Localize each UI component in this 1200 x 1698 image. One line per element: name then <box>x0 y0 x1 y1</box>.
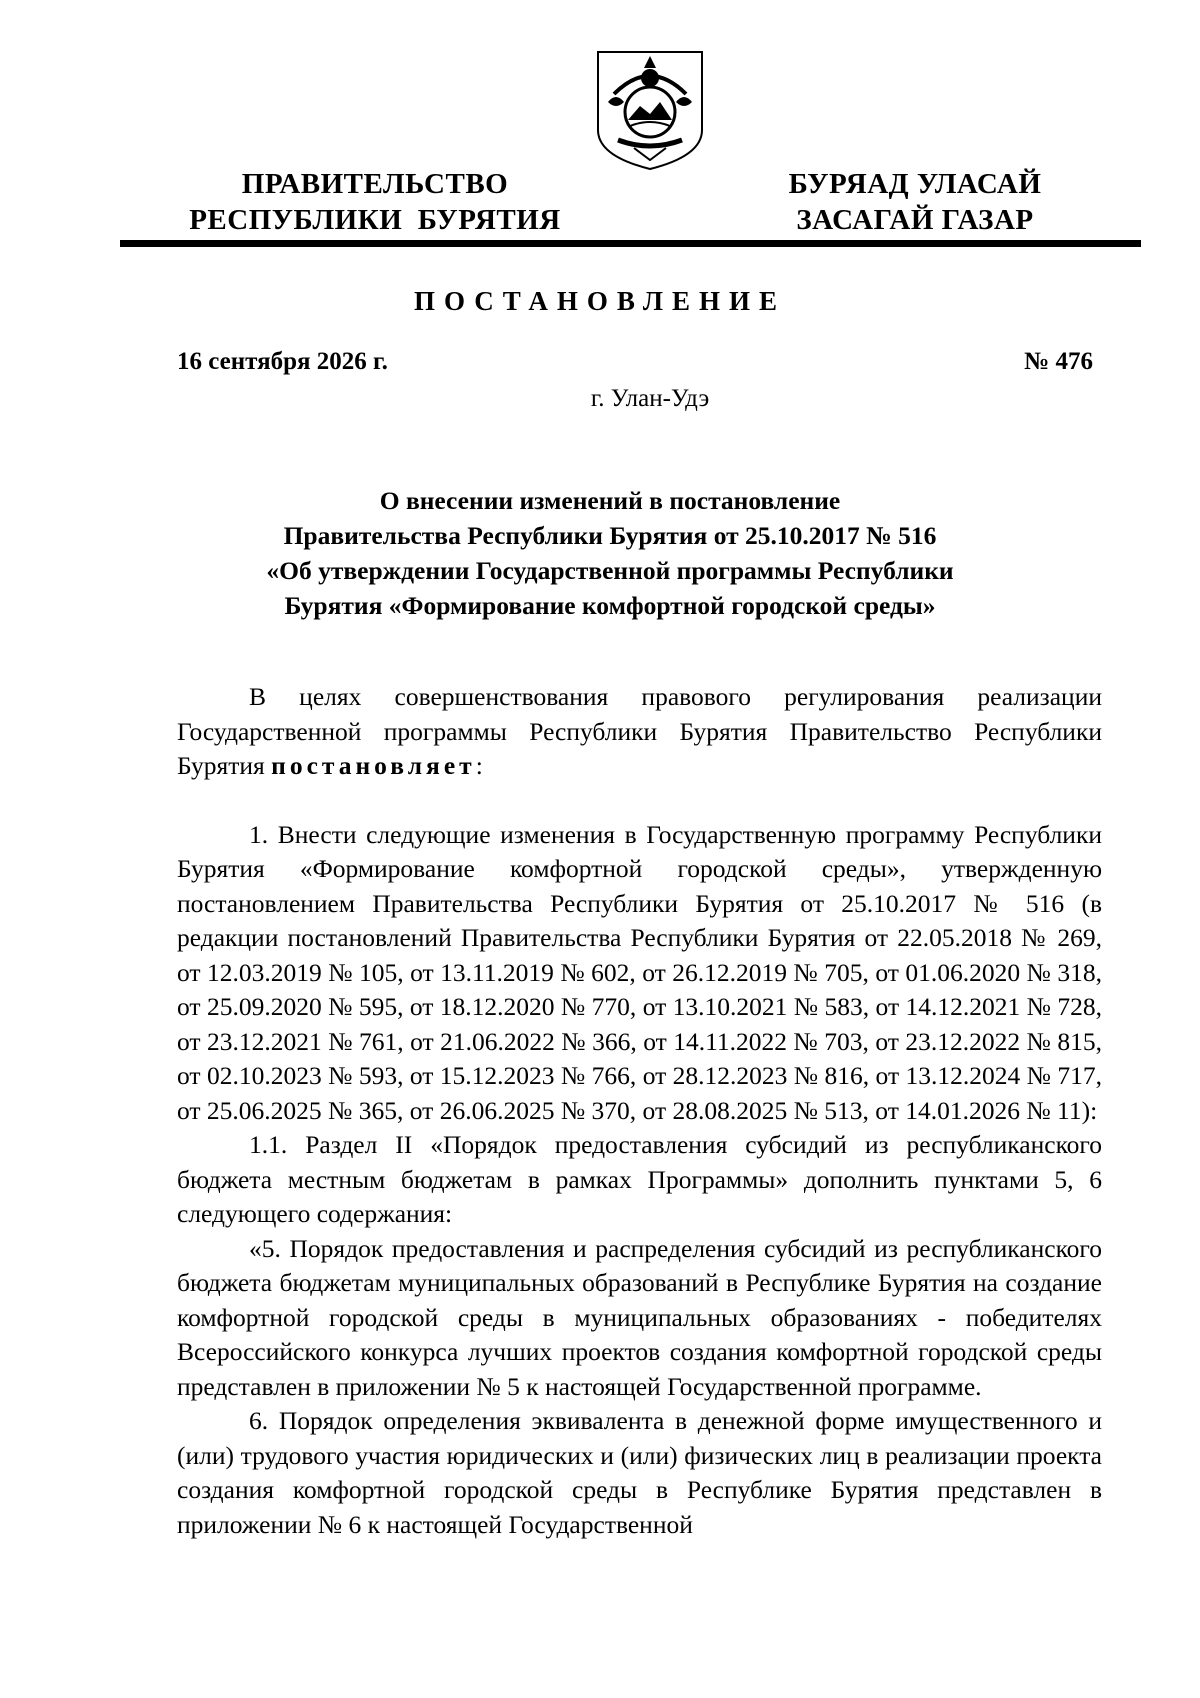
intro-end: : <box>475 751 483 780</box>
paragraph-5: «5. Порядок предоставления и распределения субсидий из республиканского бюджета бюджетам муниципальных образований в Республике Бурятия на создание комфортной городской среды в муниципальных образованиях - победителях Всероссийского конкурса лучших проектов создания комфортной городской среды представлен в приложении № 5 к настоящей Государственной программе. <box>177 1233 1102 1401</box>
paragraph-6: 6. Порядок определения эквивалента в денежной форме имущественного и (или) трудового участия юридических и (или) физических лиц в реализации проекта создания комфортной городской среды в Республике Бурятия представлен в приложении № 6 к настоящей Государственной <box>177 1406 1102 1539</box>
header-left-line2: РЕСПУБЛИКИ БУРЯТИЯ <box>189 204 561 236</box>
header-right-line1: БУРЯАД УЛАСАЙ <box>788 168 1042 200</box>
title-line1: О внесении изменений в постановление <box>379 486 841 515</box>
header-government-bua <box>765 166 1065 238</box>
document-title <box>150 483 1070 623</box>
coat-of-arms-icon <box>594 48 706 172</box>
paragraph-1-1: 1.1. Раздел II «Порядок предоставления субсидий из республиканского бюджета местным бюджетам в рамках Программы» дополнить пунктами 5, 6 следующего содержания: <box>177 1130 1102 1228</box>
header-government-ru <box>180 166 570 238</box>
document-type: ПОСТАНОВЛЕНИЕ <box>413 286 787 316</box>
title-line3: «Об утверждении Государственной программы Республики <box>266 556 954 585</box>
title-line2: Правительства Республики Бурятия от 25.10.2017 № 516 <box>283 521 937 550</box>
paragraph-1: 1. Внести следующие изменения в Государственную программу Республики Бурятия «Формирование комфортной городской среды», утвержденную постановлением Правительства Республики Бурятия от 25.10.2017 № 516 (в редакции постановлений Правительства Республики Бурятия от 22.05.2018 № 269, от 12.03.2019 № 105, от 13.11.2019 № 602, от 26.12.2019 № 705, от 01.06.2020 № 318, от 25.09.2020 № 595, от 18.12.2020 № 770, от 13.10.2021 № 583, от 14.12.2021 № 728, от 23.12.2021 № 761, от 21.06.2022 № 366, от 14.11.2022 № 703, от 23.12.2022 № 815, от 02.10.2023 № 593, от 15.12.2023 № 766, от 28.12.2023 № 816, от 13.12.2024 № 717, от 25.06.2025 № 365, от 26.06.2025 № 370, от 28.08.2025 № 513, от 14.01.2026 № 11): <box>177 819 1102 1125</box>
intro-paragraph <box>177 680 1102 784</box>
title-line4: Бурятия «Формирование комфортной городской среды» <box>284 591 936 620</box>
header-left-line1: ПРАВИТЕЛЬСТВО <box>241 168 509 200</box>
intro-emphasis: постановляет <box>271 751 476 780</box>
document-body <box>177 680 1102 1542</box>
header-divider <box>120 240 1141 247</box>
intro-text: В целях совершенствования правового регулирования реализации Государственной программы Республики Бурятия Правительство Республики Бурятия <box>177 682 1102 780</box>
document-date: 16 сентября 2026 г. <box>177 348 388 375</box>
document-number: № 476 <box>1024 348 1093 375</box>
document-city: г. Улан-Удэ <box>590 385 710 412</box>
header-right-line2: ЗАСАГАЙ ГАЗАР <box>796 204 1034 236</box>
